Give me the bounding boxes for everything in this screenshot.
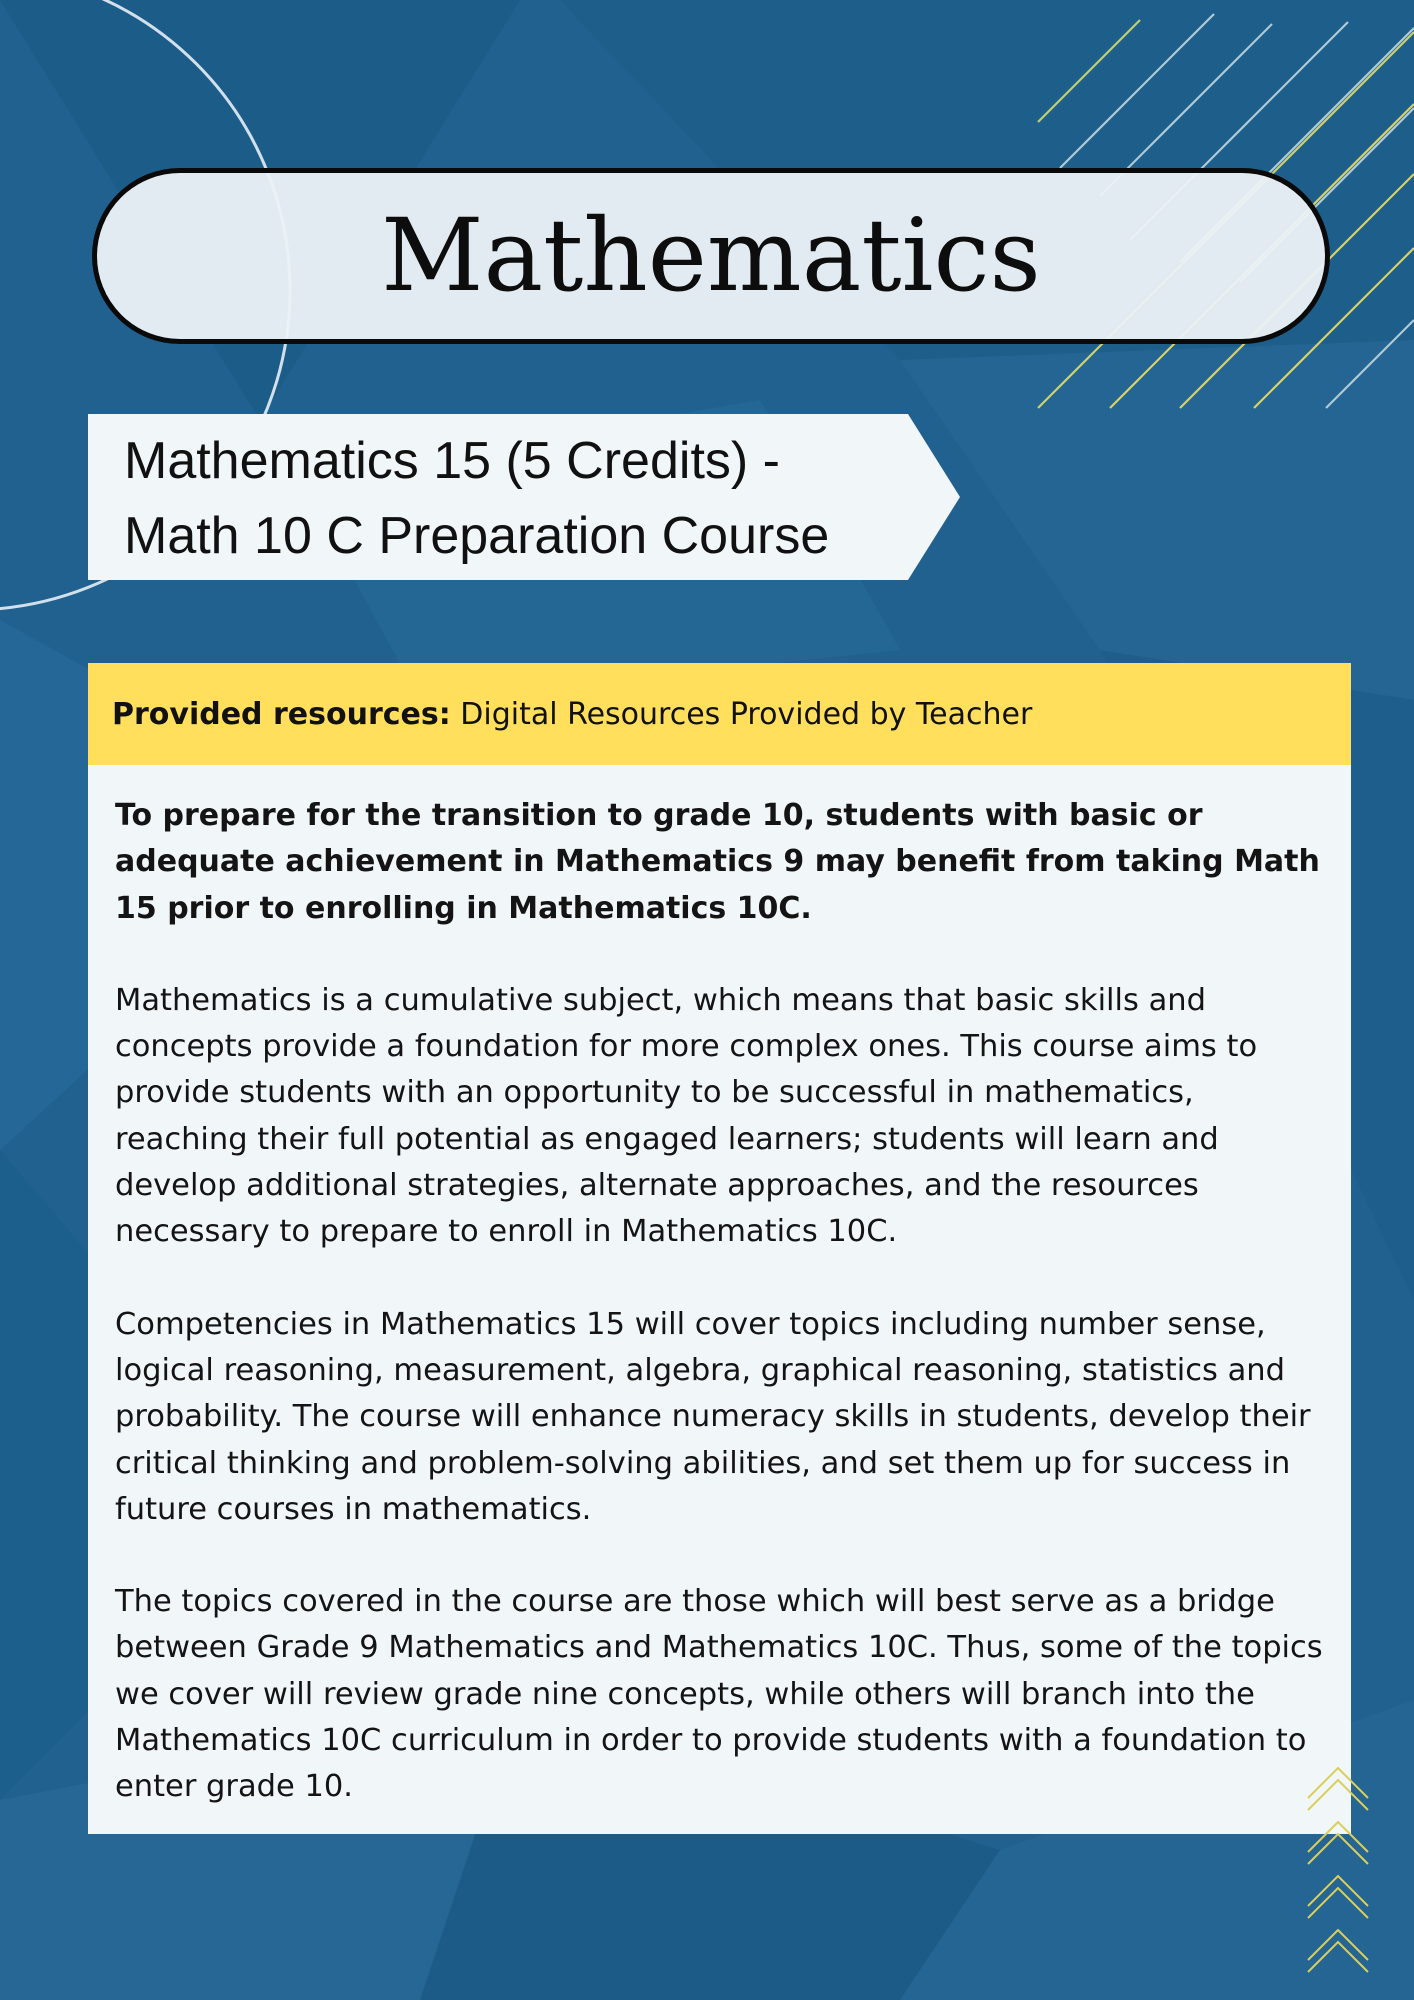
resources-label: Provided resources: <box>112 696 451 732</box>
course-title-tag <box>88 414 960 580</box>
description-paragraph-2: Competencies in Mathematics 15 will cover topics including number sense, logical reasoning, measurement, algebra, graphical reasoning, statistics and probability. The course will enhance numeracy skills in students, develop their critical thinking and problem-solving abilities, and set them up for success in future courses in mathematics. <box>115 1306 1311 1527</box>
intro-paragraph: To prepare for the transition to grade 10, students with basic or adequate achievement in Mathematics 9 may benefit from taking Math 15 prior to enrolling in Mathematics 10C. <box>115 798 1320 926</box>
resources-bar <box>88 663 1351 765</box>
title-banner <box>92 168 1330 344</box>
course-title-line-2: Math 10 C Preparation Course <box>124 507 830 565</box>
chevron-decoration-icon <box>1300 1760 1390 1980</box>
course-title-line-1: Mathematics 15 (5 Credits) - <box>124 432 780 490</box>
resources-value: Digital Resources Provided by Teacher <box>460 696 1033 732</box>
description-paragraph-1: Mathematics is a cumulative subject, which means that basic skills and concepts provide a foundation for more complex ones. This course aims to provide students with an opportunity to be successful in mathematics, reaching their full potential as engaged learners; students will learn and develop additional strategies, alternate approaches, and the resources necessary to prepare to enroll in Mathematics 10C. <box>115 982 1258 1250</box>
description-paragraph-3: The topics covered in the course are those which will best serve as a bridge between Grade 9 Mathematics and Mathematics 10C. Thus, some of the topics we cover will review grade nine concepts, while others will branch into the Mathematics 10C curriculum in order to provide students with a foundation to enter grade 10. <box>115 1584 1323 1805</box>
course-title <box>124 424 924 574</box>
course-description-panel <box>88 765 1351 1834</box>
page-title: Mathematics <box>381 197 1041 314</box>
